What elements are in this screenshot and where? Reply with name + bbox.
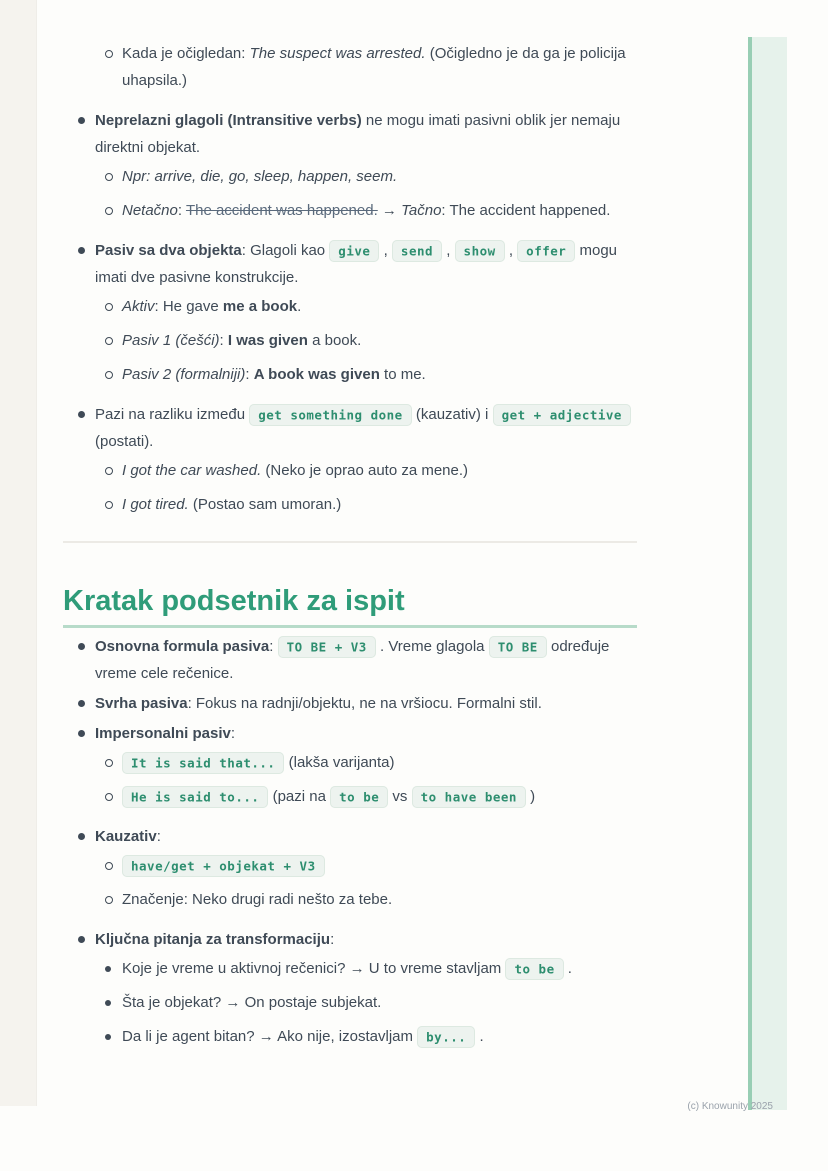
- plain-text: ,: [442, 242, 455, 259]
- plain-text: :: [177, 202, 186, 219]
- list-item: [63, 237, 637, 291]
- circle-marker: [105, 793, 113, 801]
- code-badge: to be: [330, 786, 388, 808]
- circle-marker: [105, 759, 113, 767]
- list-item-text: [122, 202, 610, 219]
- code-badge: TO BE + V3: [278, 636, 376, 658]
- plain-text: mogu imati dve pasivne konstrukcije.: [95, 242, 618, 286]
- list-item-text: [122, 960, 572, 977]
- list-item-text: [95, 931, 334, 948]
- code-badge: show: [455, 240, 505, 262]
- list-item-text: [122, 332, 361, 349]
- plain-text: (kauzativ) i: [411, 406, 493, 423]
- list-item: [63, 40, 637, 94]
- plain-text: (Očigledno je da ga je policija uhapsila.): [122, 45, 626, 89]
- list-item: [63, 823, 637, 850]
- code-badge: get something done: [249, 404, 411, 426]
- section-heading: Kratak podsetnik za ispit: [63, 585, 637, 628]
- list-item-text: [122, 45, 626, 89]
- plain-text: .: [563, 960, 572, 977]
- list-item: [63, 989, 637, 1016]
- plain-text: a book.: [307, 332, 362, 349]
- circle-marker: [105, 371, 113, 379]
- plain-text: →: [377, 202, 402, 219]
- dot-marker: [105, 1034, 111, 1040]
- list-item: [63, 327, 637, 354]
- bold-text: Ključna pitanja za transformaciju: [95, 931, 331, 948]
- list-item: [63, 886, 637, 913]
- plain-text: (Neko je oprao auto za mene.): [261, 462, 469, 479]
- italic-text: Aktiv: [122, 298, 155, 315]
- list-item-text: [122, 366, 426, 383]
- bold-text: Impersonalni pasiv: [95, 725, 231, 742]
- list-item: [63, 633, 637, 687]
- plain-text: vs: [388, 788, 412, 805]
- list-item: [63, 690, 637, 717]
- plain-text: (pazi na: [268, 788, 331, 805]
- list-item-text: [122, 1028, 484, 1045]
- plain-text: .: [475, 1028, 484, 1045]
- bullet-marker: [78, 700, 85, 707]
- code-badge: by...: [417, 1026, 475, 1048]
- list-item-text: [122, 496, 341, 513]
- list-item: [63, 163, 637, 190]
- list-item-text: [95, 828, 161, 845]
- plain-text: : The accident happened.: [441, 202, 611, 219]
- list-item: [63, 293, 637, 320]
- plain-text: : Fokus na radnji/objektu, ne na vršiocu. Formalni stil.: [187, 695, 542, 712]
- code-badge: It is said that...: [122, 752, 284, 774]
- bold-text: Kauzativ: [95, 828, 157, 845]
- circle-marker: [105, 207, 113, 215]
- italic-text: Netačno: [122, 202, 178, 219]
- dot-marker: [105, 966, 111, 972]
- circle-marker: [105, 896, 113, 904]
- circle-marker: [105, 501, 113, 509]
- list-item-text: [122, 891, 392, 908]
- italic-text: I got the car washed.: [122, 462, 262, 479]
- section-divider: [63, 541, 637, 543]
- plain-text: :: [156, 828, 161, 845]
- list-item: [63, 783, 637, 810]
- plain-text: (Postao sam umoran.): [188, 496, 342, 513]
- bullet-marker: [78, 247, 85, 254]
- circle-marker: [105, 467, 113, 475]
- page-left-margin: [0, 0, 37, 1106]
- document-content: [63, 33, 637, 1050]
- bullet-marker: [78, 936, 85, 943]
- circle-marker: [105, 337, 113, 345]
- italic-text: Tačno: [401, 202, 442, 219]
- list-item-text: [122, 857, 325, 874]
- plain-text: ,: [504, 242, 518, 259]
- bullet-marker: [78, 117, 85, 124]
- list-item: [63, 720, 637, 747]
- plain-text: :: [245, 366, 254, 383]
- italic-text: Pasiv 1 (češći): [122, 332, 220, 349]
- code-badge: offer: [517, 240, 575, 262]
- list-item-text: [122, 168, 397, 185]
- code-badge: give: [329, 240, 379, 262]
- bold-text: A book was given: [253, 366, 380, 383]
- italic-text: I got tired.: [122, 496, 189, 513]
- copyright-watermark: (c) Knowunity 2025: [687, 1101, 773, 1112]
- code-badge: to have been: [412, 786, 526, 808]
- list-item: [63, 955, 637, 982]
- plain-text: (lakša varijanta): [284, 754, 395, 771]
- bold-text: Pasiv sa dva objekta: [95, 242, 242, 259]
- plain-text: određuje vreme cele rečenice.: [95, 638, 610, 682]
- plain-text: ,: [379, 242, 392, 259]
- plain-text: Pazi na razliku između: [95, 406, 250, 423]
- list-item-text: [95, 725, 235, 742]
- bold-text: I was given: [227, 332, 308, 349]
- circle-marker: [105, 50, 113, 58]
- plain-text: (postati).: [95, 433, 154, 450]
- plain-text: Značenje: Neko drugi radi nešto za tebe.: [122, 891, 393, 908]
- plain-text: Da li je agent bitan? → Ako nije, izostavljam: [122, 1028, 418, 1045]
- plain-text: Šta je objekat? → On postaje subjekat.: [122, 994, 382, 1011]
- accent-side-bar: [748, 37, 787, 1110]
- plain-text: .: [297, 298, 302, 315]
- bold-text: Neprelazni glagoli (Intransitive verbs): [95, 112, 362, 129]
- plain-text: ): [525, 788, 536, 805]
- circle-marker: [105, 173, 113, 181]
- list-item: [63, 457, 637, 484]
- plain-text: ne mogu imati pasivni oblik jer nemaju direktni objekat.: [95, 112, 621, 156]
- plain-text: to me.: [379, 366, 426, 383]
- code-badge: TO BE: [489, 636, 547, 658]
- italic-text: Pasiv 2 (formalniji): [122, 366, 246, 383]
- plain-text: :: [219, 332, 228, 349]
- list-item: [63, 1023, 637, 1050]
- bold-text: me a book: [222, 298, 298, 315]
- bullet-marker: [78, 643, 85, 650]
- plain-text: Koje je vreme u aktivnoj rečenici? → U to vreme stavljam: [122, 960, 506, 977]
- code-badge: send: [392, 240, 442, 262]
- plain-text: :: [230, 725, 236, 742]
- plain-text: . Vreme glagola: [375, 638, 489, 655]
- list-item: [63, 107, 637, 161]
- list-item-text: [122, 788, 535, 805]
- italic-text: The suspect was arrested.: [249, 45, 426, 62]
- code-badge: to be: [505, 958, 563, 980]
- code-badge: have/get + objekat + V3: [122, 855, 325, 877]
- list-item-text: [122, 994, 381, 1011]
- list-item-text: [122, 298, 301, 315]
- document-page: [37, 0, 828, 1171]
- plain-text: :: [269, 638, 278, 655]
- list-item: [63, 749, 637, 776]
- plain-text: Kada je očigledan:: [122, 45, 250, 62]
- list-item-text: [95, 112, 620, 156]
- list-item-text: [95, 406, 631, 450]
- plain-text: : Glagoli kao: [241, 242, 330, 259]
- circle-marker: [105, 303, 113, 311]
- list-item: [63, 852, 637, 879]
- list-item: [63, 197, 637, 224]
- code-badge: get + adjective: [493, 404, 631, 426]
- strike-text: The accident was happened.: [185, 202, 378, 219]
- plain-text: :: [330, 931, 335, 948]
- list-item-text: [122, 754, 395, 771]
- list-item-text: [95, 242, 617, 286]
- bold-text: Osnovna formula pasiva: [95, 638, 270, 655]
- italic-text: Npr: arrive, die, go, sleep, happen, seem.: [122, 168, 398, 185]
- list-item: [63, 361, 637, 388]
- bullet-marker: [78, 833, 85, 840]
- list-item-text: [122, 462, 468, 479]
- bullet-marker: [78, 730, 85, 737]
- bold-text: Svrha pasiva: [95, 695, 188, 712]
- circle-marker: [105, 862, 113, 870]
- list-item: [63, 926, 637, 953]
- list-item: [63, 401, 637, 455]
- list-item-text: [95, 638, 609, 682]
- code-badge: He is said to...: [122, 786, 268, 808]
- list-item-text: [95, 695, 542, 712]
- plain-text: : He gave: [154, 298, 223, 315]
- dot-marker: [105, 1000, 111, 1006]
- bullet-marker: [78, 411, 85, 418]
- list-item: [63, 491, 637, 518]
